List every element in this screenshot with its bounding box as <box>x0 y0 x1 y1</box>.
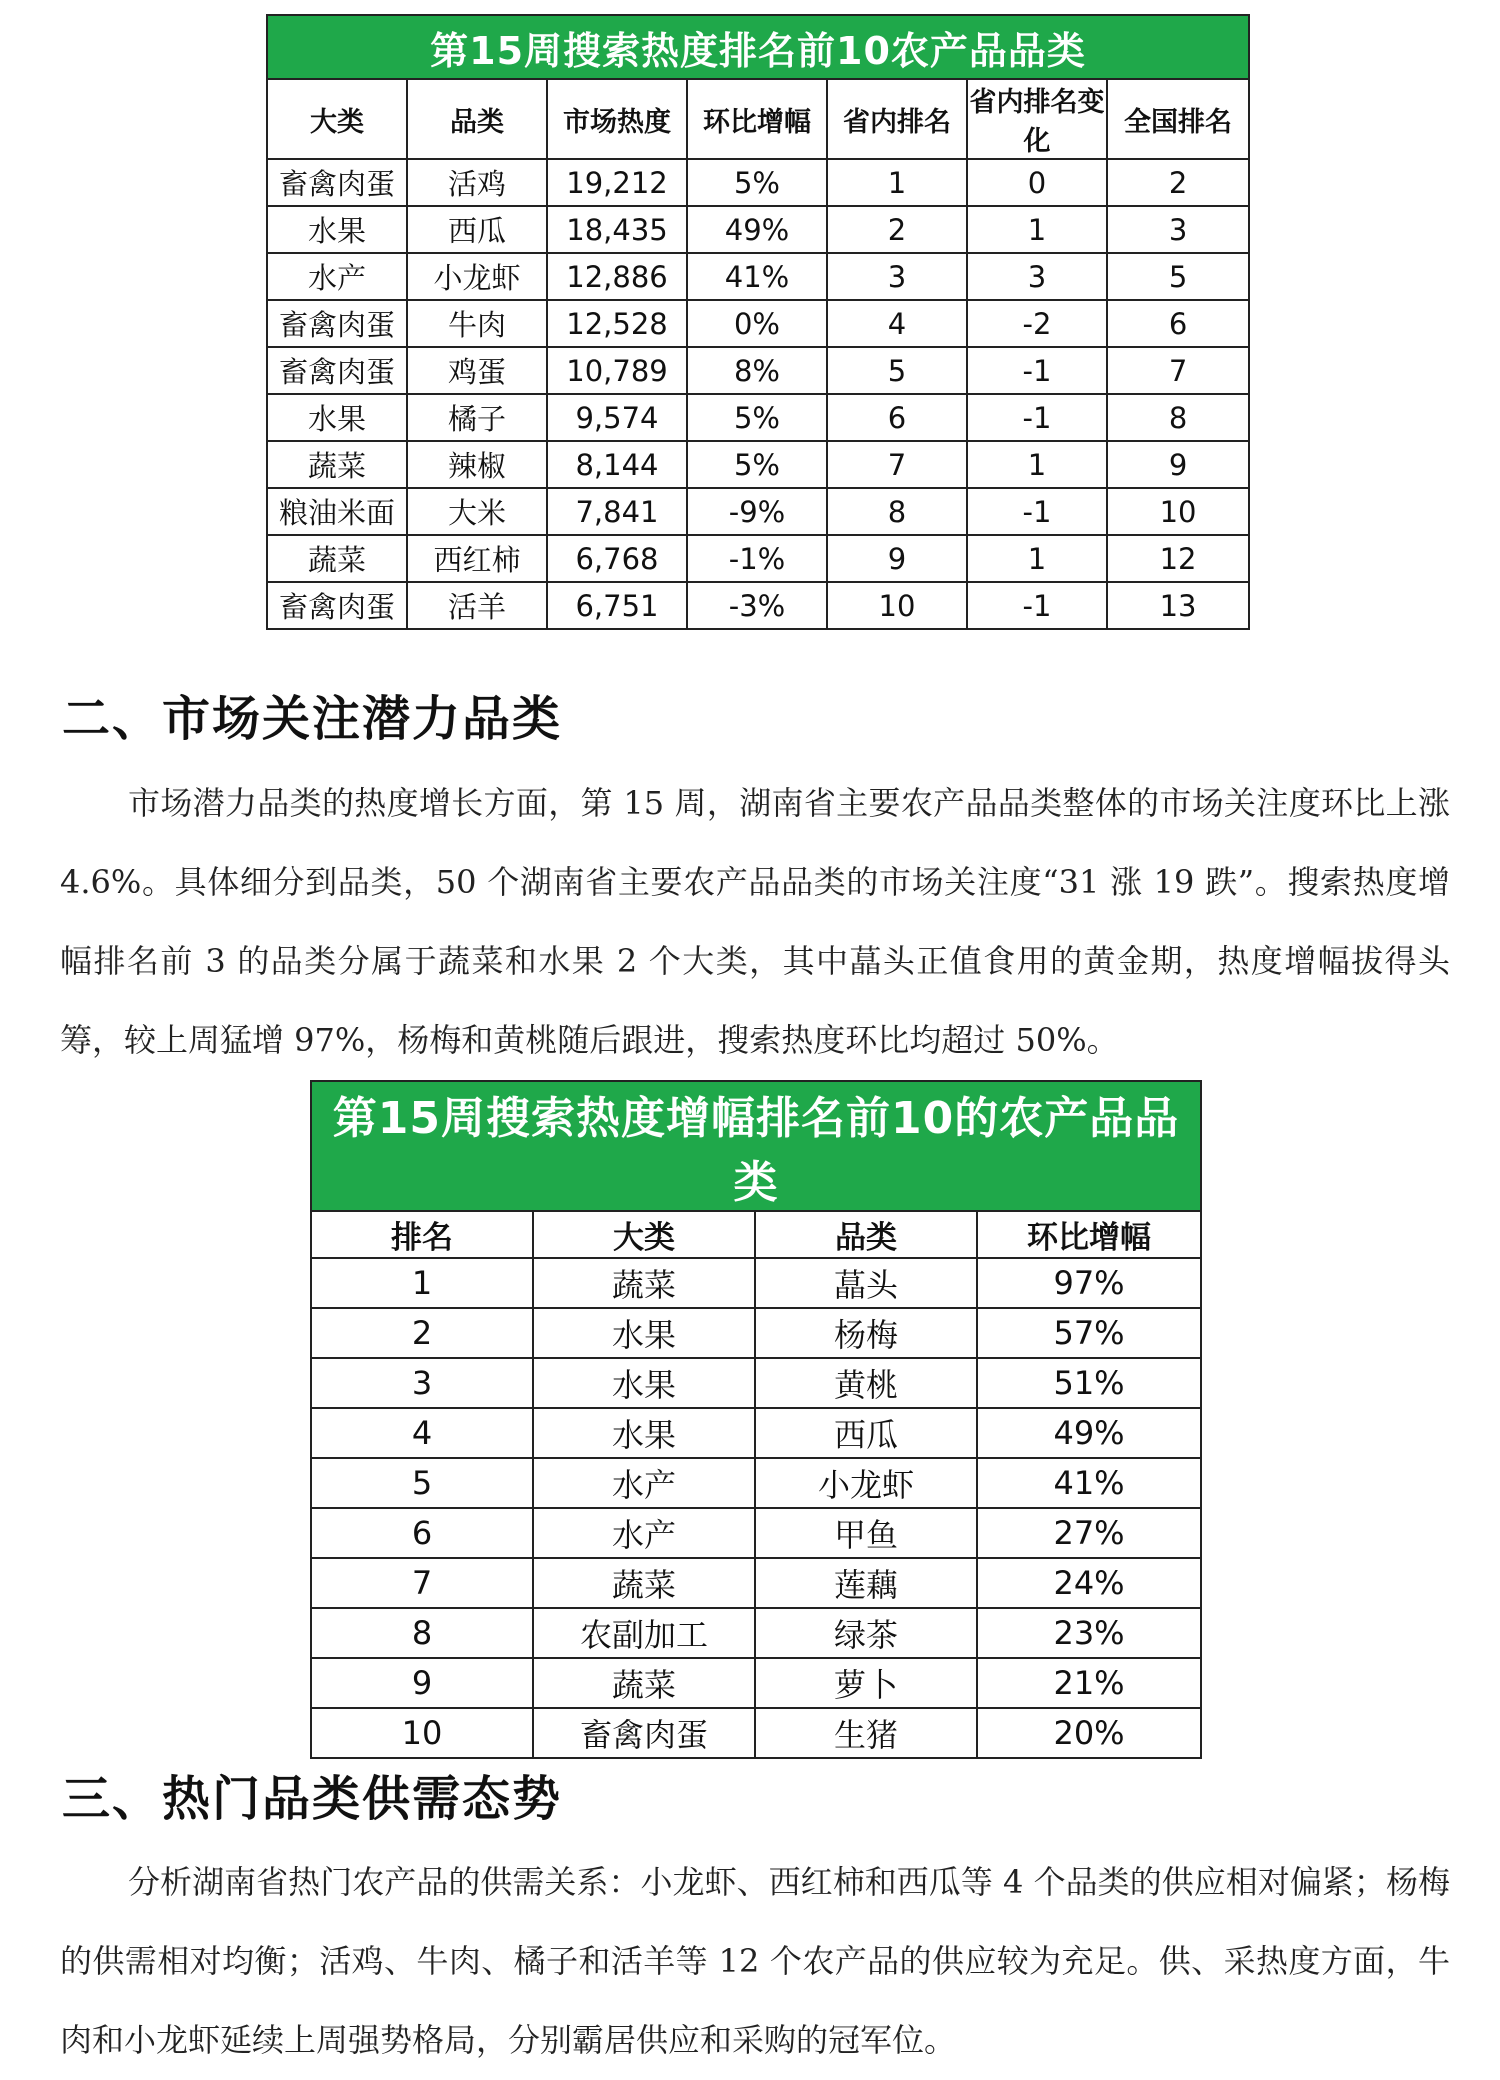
table-cell: 5% <box>687 394 827 441</box>
table-cell: 西瓜 <box>407 206 547 253</box>
table-cell: -3% <box>687 582 827 629</box>
table-cell: 蕌头 <box>755 1258 977 1308</box>
table-cell: 7 <box>827 441 967 488</box>
section-heading: 二、市场关注潜力品类 <box>62 691 563 747</box>
table-row <box>311 1258 1201 1308</box>
table-cell: 5 <box>311 1458 533 1508</box>
table-cell: 6,751 <box>547 582 687 629</box>
table-cell: 23% <box>977 1608 1201 1658</box>
table-cell: 8 <box>827 488 967 535</box>
table-cell: 20% <box>977 1708 1201 1758</box>
table-cell: 蔬菜 <box>533 1658 755 1708</box>
table-row <box>267 206 1249 253</box>
column-header: 省内排名 <box>827 79 967 159</box>
table-row <box>311 1358 1201 1408</box>
table-cell: -1 <box>967 582 1107 629</box>
table-row <box>267 582 1249 629</box>
table-row <box>267 441 1249 488</box>
table-cell: 8 <box>311 1608 533 1658</box>
table-cell: 7 <box>1107 347 1249 394</box>
table-cell: 24% <box>977 1558 1201 1608</box>
table-row <box>267 159 1249 206</box>
table-row <box>267 253 1249 300</box>
column-header: 市场热度 <box>547 79 687 159</box>
table-cell: 49% <box>687 206 827 253</box>
table-cell: 大米 <box>407 488 547 535</box>
table-cell: -1 <box>967 347 1107 394</box>
top10-growth-table <box>310 1080 1202 1759</box>
table-row <box>311 1308 1201 1358</box>
column-header: 品类 <box>407 79 547 159</box>
table-cell: 2 <box>1107 159 1249 206</box>
table-cell: 莲藕 <box>755 1558 977 1608</box>
table-cell: 水产 <box>267 253 407 300</box>
table-cell: 6 <box>311 1508 533 1558</box>
section-paragraph: 分析湖南省热门农产品的供需关系：小龙虾、西红柿和西瓜等 4 个品类的供应相对偏紧；杨梅的供需相对均衡；活鸡、牛肉、橘子和活羊等 12 个农产品的供应较为充足。供、采热度方面，牛肉和小龙虾延续上周强势格局，分别霸居供应和采购的冠军位。 <box>60 1863 1450 2059</box>
table-cell: 10 <box>827 582 967 629</box>
column-header: 大类 <box>267 79 407 159</box>
table-cell: 8% <box>687 347 827 394</box>
table-cell: 西瓜 <box>755 1408 977 1458</box>
table-cell: 0% <box>687 300 827 347</box>
table-cell: 9,574 <box>547 394 687 441</box>
header-row <box>267 79 1249 159</box>
table-title: 第15周搜索热度排名前10农产品品类 <box>267 15 1249 79</box>
table-row <box>311 1408 1201 1458</box>
column-header: 大类 <box>533 1211 755 1258</box>
table-cell: 黄桃 <box>755 1358 977 1408</box>
table-cell: 水果 <box>533 1308 755 1358</box>
table-cell: 1 <box>827 159 967 206</box>
table-cell: 生猪 <box>755 1708 977 1758</box>
table-cell: -9% <box>687 488 827 535</box>
table-cell: 畜禽肉蛋 <box>267 300 407 347</box>
table-cell: 0 <box>967 159 1107 206</box>
table-cell: 41% <box>687 253 827 300</box>
table-cell: 畜禽肉蛋 <box>267 347 407 394</box>
table-cell: 水产 <box>533 1458 755 1508</box>
table-cell: 农副加工 <box>533 1608 755 1658</box>
table-cell: 12,528 <box>547 300 687 347</box>
table-cell: 小龙虾 <box>407 253 547 300</box>
table-cell: 3 <box>967 253 1107 300</box>
table-cell: 12 <box>1107 535 1249 582</box>
top10-heat-table <box>266 14 1250 630</box>
table-cell: 9 <box>827 535 967 582</box>
table-cell: 畜禽肉蛋 <box>267 582 407 629</box>
table-cell: 41% <box>977 1458 1201 1508</box>
table-cell: 活鸡 <box>407 159 547 206</box>
table-row <box>311 1558 1201 1608</box>
table-cell: -1 <box>967 394 1107 441</box>
column-header: 环比增幅 <box>977 1211 1201 1258</box>
column-header: 排名 <box>311 1211 533 1258</box>
table-cell: 蔬菜 <box>267 535 407 582</box>
table-cell: 1 <box>967 206 1107 253</box>
table-cell: 5% <box>687 159 827 206</box>
table-cell: 辣椒 <box>407 441 547 488</box>
table-row <box>311 1658 1201 1708</box>
table-cell: 97% <box>977 1258 1201 1308</box>
section-paragraph: 市场潜力品类的热度增长方面，第 15 周，湖南省主要农产品品类整体的市场关注度环比上涨 4.6%。具体细分到品类，50 个湖南省主要农产品品类的市场关注度“31 涨 19 跌”。搜索热度增幅排名前 3 的品类分属于蔬菜和水果 2 个大类，其中蕌头正值食用的黄金期，热度增幅拔得头筹，较上周猛增 97%，杨梅和黄桃随后跟进，搜索热度环比均超过 50%。 <box>60 784 1450 1059</box>
column-header: 品类 <box>755 1211 977 1258</box>
column-header: 环比增幅 <box>687 79 827 159</box>
table-cell: 5 <box>1107 253 1249 300</box>
table-title: 第15周搜索热度增幅排名前10的农产品品类 <box>311 1081 1201 1211</box>
table-cell: 1 <box>311 1258 533 1308</box>
table-cell: 18,435 <box>547 206 687 253</box>
table-cell: 51% <box>977 1358 1201 1408</box>
table-cell: 9 <box>311 1658 533 1708</box>
table-cell: 57% <box>977 1308 1201 1358</box>
table-cell: 水果 <box>267 394 407 441</box>
table-cell: 牛肉 <box>407 300 547 347</box>
table-cell: 3 <box>1107 206 1249 253</box>
table-cell: 5 <box>827 347 967 394</box>
table-cell: 2 <box>311 1308 533 1358</box>
table-cell: 21% <box>977 1658 1201 1708</box>
table-cell: 19,212 <box>547 159 687 206</box>
table-row <box>311 1508 1201 1558</box>
table-row <box>267 535 1249 582</box>
table-row <box>267 300 1249 347</box>
table-cell: 7,841 <box>547 488 687 535</box>
table-cell: 4 <box>311 1408 533 1458</box>
table-row <box>267 488 1249 535</box>
table-cell: 水果 <box>533 1408 755 1458</box>
table-cell: -1 <box>967 488 1107 535</box>
table-cell: 水果 <box>267 206 407 253</box>
table-cell: 蔬菜 <box>533 1258 755 1308</box>
table-cell: 10 <box>311 1708 533 1758</box>
table-cell: 27% <box>977 1508 1201 1558</box>
table-cell: 畜禽肉蛋 <box>267 159 407 206</box>
table-cell: 8 <box>1107 394 1249 441</box>
table-cell: -2 <box>967 300 1107 347</box>
header-row <box>311 1211 1201 1258</box>
table-cell: 蔬菜 <box>267 441 407 488</box>
table-cell: 甲鱼 <box>755 1508 977 1558</box>
table-cell: -1% <box>687 535 827 582</box>
column-header: 省内排名变化 <box>967 79 1107 159</box>
table-cell: 水果 <box>533 1358 755 1408</box>
table-cell: 2 <box>827 206 967 253</box>
table-cell: 6,768 <box>547 535 687 582</box>
section-heading: 三、热门品类供需态势 <box>62 1771 563 1827</box>
table-cell: 8,144 <box>547 441 687 488</box>
table-cell: 活羊 <box>407 582 547 629</box>
table-cell: 鸡蛋 <box>407 347 547 394</box>
table-cell: 13 <box>1107 582 1249 629</box>
table-cell: 3 <box>311 1358 533 1408</box>
table-cell: 12,886 <box>547 253 687 300</box>
table-row <box>311 1608 1201 1658</box>
table-cell: 萝卜 <box>755 1658 977 1708</box>
table-cell: 蔬菜 <box>533 1558 755 1608</box>
table-row <box>267 394 1249 441</box>
table-cell: 10,789 <box>547 347 687 394</box>
table-cell: 1 <box>967 535 1107 582</box>
column-header: 全国排名 <box>1107 79 1249 159</box>
table-cell: 6 <box>827 394 967 441</box>
table-cell: 1 <box>967 441 1107 488</box>
table-cell: 5% <box>687 441 827 488</box>
table-cell: 畜禽肉蛋 <box>533 1708 755 1758</box>
table-row <box>267 347 1249 394</box>
table-cell: 水产 <box>533 1508 755 1558</box>
table-cell: 49% <box>977 1408 1201 1458</box>
table-cell: 3 <box>827 253 967 300</box>
table-cell: 6 <box>1107 300 1249 347</box>
table-cell: 橘子 <box>407 394 547 441</box>
table-cell: 9 <box>1107 441 1249 488</box>
table-cell: 10 <box>1107 488 1249 535</box>
table-row <box>311 1708 1201 1758</box>
table-cell: 粮油米面 <box>267 488 407 535</box>
table-cell: 小龙虾 <box>755 1458 977 1508</box>
table-cell: 绿茶 <box>755 1608 977 1658</box>
table-cell: 7 <box>311 1558 533 1608</box>
table-cell: 杨梅 <box>755 1308 977 1358</box>
table-cell: 西红柿 <box>407 535 547 582</box>
table-row <box>311 1458 1201 1508</box>
table-cell: 4 <box>827 300 967 347</box>
